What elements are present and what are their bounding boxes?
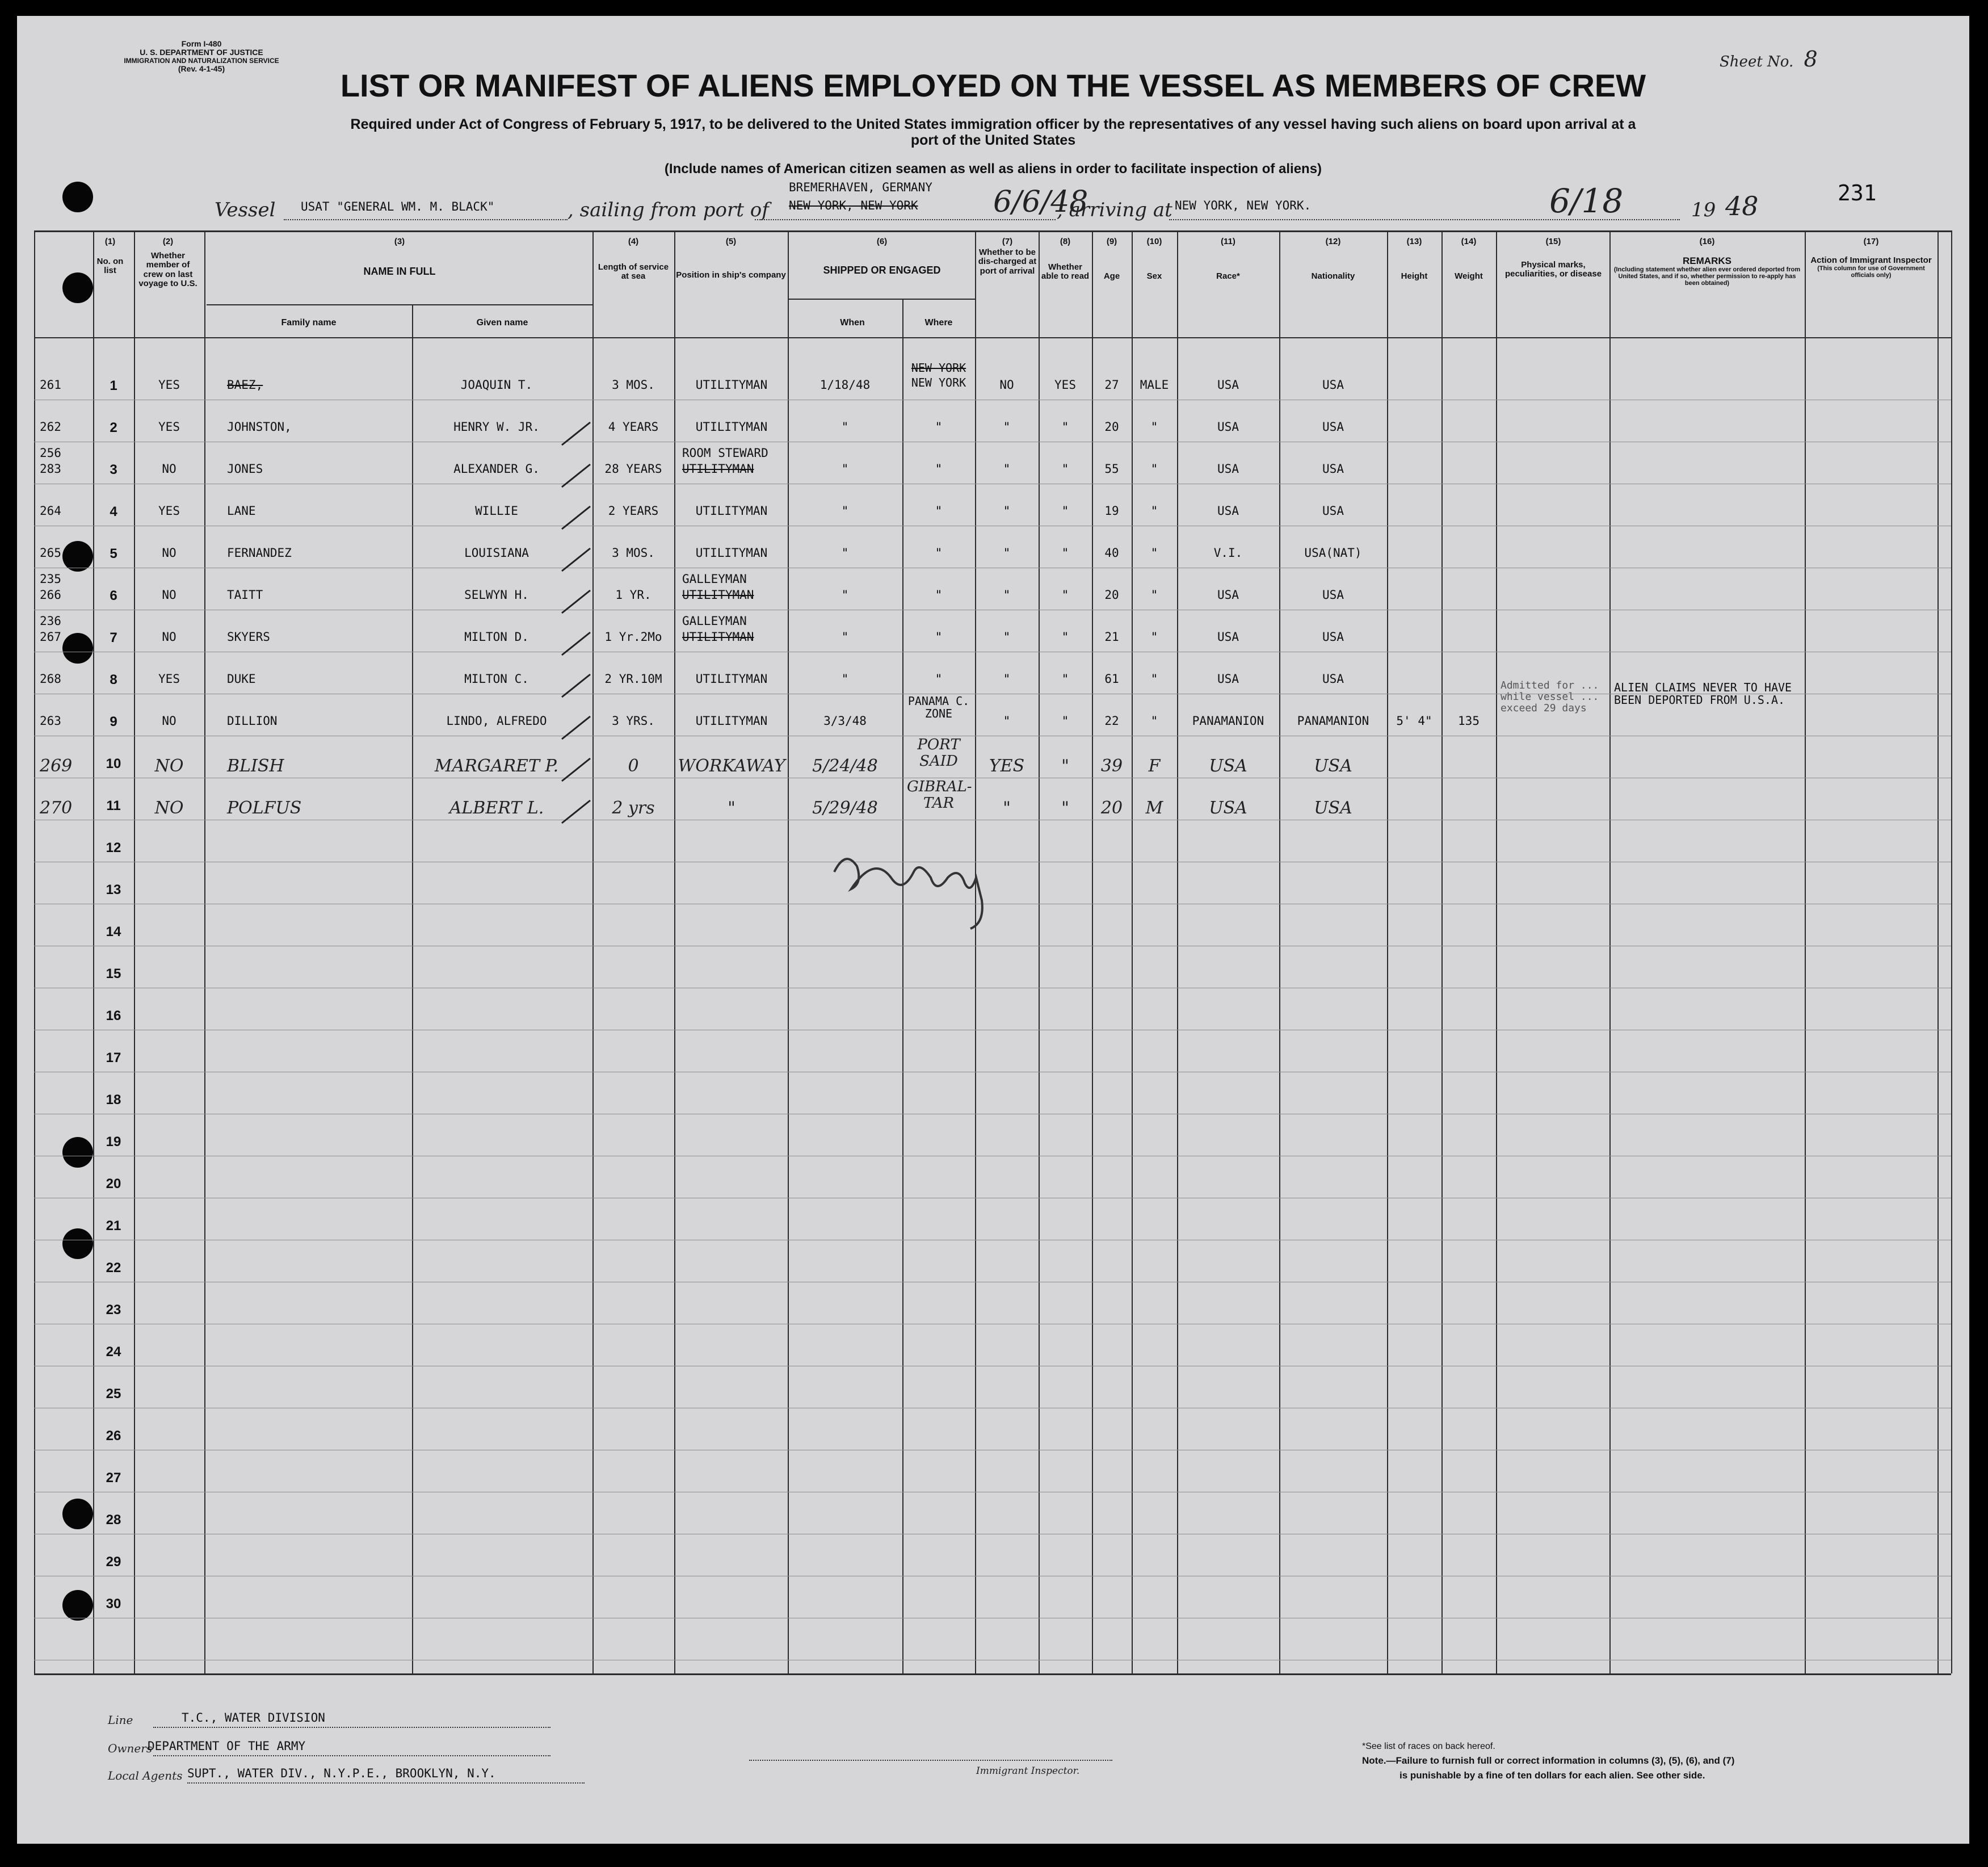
family-name: JONES — [227, 462, 263, 476]
age: 20 — [1104, 588, 1119, 602]
col9-number: (9) — [1106, 237, 1117, 246]
list-number: 9 — [110, 714, 117, 729]
shipped-where: PORT SAID — [917, 736, 960, 770]
position: WORKAWAY — [678, 756, 785, 776]
form-rev: (Rev. 4-1-45) — [178, 64, 225, 73]
list-number: 20 — [106, 1176, 121, 1191]
nationality: USA — [1314, 798, 1352, 818]
sheet-number: 8 — [1804, 47, 1818, 72]
manifest-sheet — [17, 16, 1969, 1844]
sailing-port-struck: NEW YORK, NEW YORK — [789, 199, 918, 212]
vessel-label: Vessel — [215, 199, 276, 221]
discharged-at-port: " — [1003, 504, 1011, 518]
arrival-year-suffix: 48 — [1725, 191, 1759, 221]
position: UTILITYMAN — [695, 420, 768, 434]
shipped-where-struck: NEW YORK — [911, 361, 966, 375]
position-corrected: ROOM STEWARD — [682, 446, 768, 460]
able-to-read: " — [1061, 504, 1069, 518]
col6-number: (6) — [876, 237, 888, 246]
list-number: 15 — [106, 966, 121, 981]
position-corrected: GALLEYMAN — [682, 614, 747, 628]
position-struck: UTILITYMAN — [682, 630, 754, 644]
able-to-read: " — [1061, 588, 1069, 602]
family-name: LANE — [227, 504, 256, 518]
col16-number: (16) — [1699, 237, 1715, 246]
shipped-when: 5/24/48 — [812, 756, 878, 776]
given-name-header: Given name — [476, 318, 528, 328]
col9-label: Age — [1103, 271, 1120, 281]
col17-label: Action of Immigrant Inspector — [1810, 255, 1932, 265]
race: USA — [1209, 798, 1247, 818]
given-name: LINDO, ALFREDO — [446, 714, 547, 728]
given-name: MARGARET P. — [434, 756, 559, 776]
crew-last-voyage: YES — [158, 378, 180, 392]
sheet-label: Sheet No. — [1720, 53, 1794, 70]
margin-entry-number: 265 — [40, 546, 61, 560]
position: " — [728, 798, 735, 818]
physical-marks: Admitted for ... while vessel ... exceed 29 days — [1501, 679, 1599, 714]
margin-entry-number: 266 — [40, 588, 61, 602]
sex: " — [1150, 420, 1158, 434]
crew-last-voyage: NO — [162, 714, 176, 728]
list-number: 28 — [106, 1512, 121, 1528]
col12-label: Nationality — [1311, 271, 1355, 281]
shipped-when: " — [841, 420, 849, 434]
nationality: USA — [1322, 630, 1344, 644]
length-of-service: 1 Yr.2Mo — [604, 630, 662, 644]
list-number: 22 — [106, 1260, 121, 1276]
age: 19 — [1104, 504, 1119, 518]
col3-label: NAME IN FULL — [363, 265, 436, 277]
crew-last-voyage: YES — [158, 420, 180, 434]
service-check-mark — [562, 590, 590, 613]
nationality: PANAMANION — [1297, 714, 1369, 728]
list-number: 11 — [106, 798, 121, 813]
crew-last-voyage: NO — [162, 462, 176, 476]
agents-value: SUPT., WATER DIV., N.Y.P.E., BROOKLYN, N.Y. — [187, 1767, 496, 1780]
given-name: ALEXANDER G. — [453, 462, 540, 476]
crew-last-voyage: NO — [162, 546, 176, 560]
margin-entry-number-corrected: 235 — [40, 572, 61, 586]
family-name: FERNANDEZ — [227, 546, 292, 560]
col5-label: Position in ship's company — [676, 270, 786, 280]
crew-last-voyage: NO — [162, 588, 176, 602]
list-number: 30 — [106, 1596, 121, 1612]
able-to-read: " — [1061, 672, 1069, 686]
age: 39 — [1100, 756, 1123, 776]
list-number: 13 — [106, 882, 121, 897]
col4-label: Length of service at sea — [598, 262, 669, 281]
nationality: USA(NAT) — [1304, 546, 1362, 560]
given-name: JOAQUIN T. — [460, 378, 533, 392]
col11-number: (11) — [1221, 237, 1235, 246]
col2-number: (2) — [162, 237, 174, 246]
race: V.I. — [1213, 546, 1243, 560]
length-of-service: 1 YR. — [615, 588, 652, 602]
arriving-port: NEW YORK, NEW YORK. — [1175, 199, 1312, 212]
col17-number: (17) — [1863, 237, 1879, 246]
list-number: 1 — [110, 378, 117, 393]
shipped-when: " — [841, 462, 849, 476]
shipped-when: " — [841, 588, 849, 602]
discharged-at-port: " — [1003, 672, 1011, 686]
list-number: 14 — [106, 924, 121, 939]
list-number: 29 — [106, 1554, 121, 1570]
sailing-port-new: BREMERHAVEN, GERMANY — [789, 181, 932, 194]
position: UTILITYMAN — [695, 378, 768, 392]
owners-label: Owners — [108, 1742, 153, 1755]
service-check-mark — [562, 632, 590, 655]
service-check-marks — [17, 16, 1969, 1844]
col1-label: No. on list — [96, 256, 124, 275]
nationality: USA — [1322, 588, 1344, 602]
col15-number: (15) — [1545, 237, 1561, 246]
able-to-read: YES — [1054, 378, 1076, 392]
sex: F — [1148, 756, 1161, 776]
col8-number: (8) — [1060, 237, 1071, 246]
length-of-service: 3 YRS. — [612, 714, 655, 728]
shipped-when: 3/3/48 — [823, 714, 867, 728]
margin-entry-number: 268 — [40, 672, 61, 686]
shipped-where: " — [935, 588, 943, 602]
list-number: 27 — [106, 1470, 121, 1486]
able-to-read: " — [1061, 546, 1069, 560]
age: 27 — [1104, 378, 1119, 392]
discharged-at-port: " — [1003, 462, 1011, 476]
sex: " — [1150, 546, 1158, 560]
length-of-service: 2 YR.10M — [604, 672, 662, 686]
race: PANAMANION — [1192, 714, 1264, 728]
page-title: LIST OR MANIFEST OF ALIENS EMPLOYED ON THE VESSEL AS MEMBERS OF CREW — [340, 68, 1646, 103]
col3-number: (3) — [394, 237, 405, 246]
col13-number: (13) — [1406, 237, 1422, 246]
age: 20 — [1104, 420, 1119, 434]
family-name: BLISH — [227, 756, 284, 776]
given-name: LOUISIANA — [464, 546, 529, 560]
family-name: SKYERS — [227, 630, 270, 644]
nationality: USA — [1322, 420, 1344, 434]
col13-label: Height — [1401, 271, 1428, 281]
length-of-service: 3 MOS. — [612, 546, 655, 560]
race: USA — [1217, 630, 1239, 644]
given-name: HENRY W. JR. — [453, 420, 540, 434]
agents-underline — [187, 1782, 585, 1784]
position: UTILITYMAN — [695, 504, 768, 518]
agents-label: Local Agents — [108, 1769, 183, 1782]
shipped-where: PANAMA C. ZONE — [907, 694, 970, 720]
sex: " — [1150, 504, 1158, 518]
length-of-service: 28 YEARS — [604, 462, 662, 476]
shipped-when-header: When — [840, 318, 865, 328]
margin-entry-number: 283 — [40, 462, 61, 476]
line-value: T.C., WATER DIVISION — [182, 1711, 325, 1725]
age: 40 — [1104, 546, 1119, 560]
shipped-where-header: Where — [924, 318, 953, 328]
service-check-mark — [562, 464, 590, 487]
nationality: USA — [1322, 378, 1344, 392]
race: USA — [1217, 588, 1239, 602]
discharged-at-port: " — [1003, 714, 1011, 728]
margin-entry-number: 267 — [40, 630, 61, 644]
shipped-when: " — [841, 546, 849, 560]
shipped-where: " — [935, 504, 943, 518]
nationality: USA — [1314, 756, 1352, 776]
col10-label: Sex — [1146, 271, 1162, 281]
given-name: MILTON D. — [464, 630, 529, 644]
discharged-at-port: " — [1003, 546, 1011, 560]
list-number: 17 — [106, 1050, 121, 1065]
family-name: POLFUS — [227, 798, 302, 818]
length-of-service: 0 — [628, 756, 639, 776]
list-number: 3 — [110, 462, 117, 477]
age: 61 — [1104, 672, 1119, 686]
margin-entry-number-corrected: 256 — [40, 446, 61, 460]
race: USA — [1217, 420, 1239, 434]
shipped-where: " — [935, 420, 943, 434]
arrival-year-prefix: 19 — [1691, 199, 1716, 221]
list-number: 26 — [106, 1428, 121, 1444]
list-number: 7 — [110, 630, 117, 645]
discharged-at-port: " — [1003, 420, 1011, 434]
crew-last-voyage: YES — [158, 672, 180, 686]
col7-number: (7) — [1002, 237, 1013, 246]
vessel-name: USAT "GENERAL WM. M. BLACK" — [301, 200, 495, 213]
races-note: *See list of races on back hereof. — [1362, 1742, 1495, 1751]
discharged-at-port: NO — [999, 378, 1014, 392]
col7-label: Whether to be dis-charged at port of arrival — [978, 247, 1037, 276]
crew-last-voyage: NO — [162, 630, 176, 644]
col6-label: SHIPPED OR ENGAGED — [823, 264, 941, 276]
remarks: ALIEN CLAIMS NEVER TO HAVE BEEN DEPORTED FROM U.S.A. — [1614, 681, 1792, 707]
col10-number: (10) — [1146, 237, 1162, 246]
form-service: IMMIGRATION AND NATURALIZATION SERVICE — [124, 56, 279, 65]
service-check-mark — [562, 422, 590, 445]
length-of-service: 3 MOS. — [612, 378, 655, 392]
position-struck: UTILITYMAN — [682, 462, 754, 476]
family-name: BAEZ, — [227, 378, 263, 392]
given-name: MILTON C. — [464, 672, 529, 686]
list-number: 10 — [106, 756, 121, 771]
arriving-label: , arriving at — [1057, 199, 1172, 221]
crew-last-voyage: YES — [158, 504, 180, 518]
page-number: 231 — [1838, 181, 1877, 205]
service-check-mark — [562, 758, 590, 781]
col17-note: (This column for use of Government officials only) — [1817, 265, 1925, 279]
shipped-when: " — [841, 672, 849, 686]
discharged-at-port: " — [1003, 588, 1011, 602]
shipped-where: GIBRAL-TAR — [907, 778, 972, 812]
family-name-header: Family name — [281, 318, 337, 328]
given-name: ALBERT L. — [449, 798, 544, 818]
col1-number: (1) — [104, 237, 116, 246]
list-number: 24 — [106, 1344, 121, 1360]
service-check-mark — [562, 506, 590, 529]
family-name: DILLION — [227, 714, 278, 728]
able-to-read: " — [1061, 756, 1069, 776]
given-name: SELWYN H. — [464, 588, 529, 602]
position: UTILITYMAN — [695, 714, 768, 728]
form-dept: U. S. DEPARTMENT OF JUSTICE — [140, 48, 263, 57]
col16-label: REMARKS — [1683, 255, 1731, 266]
col5-number: (5) — [725, 237, 737, 246]
list-number: 21 — [106, 1218, 121, 1234]
able-to-read: " — [1061, 630, 1069, 644]
signature-scrawl — [834, 859, 982, 929]
sailing-label: , sailing from port of — [568, 199, 769, 221]
position: UTILITYMAN — [695, 546, 768, 560]
line-underline — [153, 1727, 550, 1728]
list-number: 12 — [106, 840, 121, 855]
age: 55 — [1104, 462, 1119, 476]
position: UTILITYMAN — [695, 672, 768, 686]
inspector-signature-line — [749, 1760, 1112, 1761]
position-struck: UTILITYMAN — [682, 588, 754, 602]
race: USA — [1217, 672, 1239, 686]
crew-last-voyage: NO — [154, 798, 184, 818]
col4-number: (4) — [628, 237, 639, 246]
race: USA — [1217, 378, 1239, 392]
list-number: 19 — [106, 1134, 121, 1149]
fine-note-1: Note.—Failure to furnish full or correct information in columns (3), (5), (6), and (7) — [1362, 1755, 1735, 1766]
shipped-where: " — [935, 630, 943, 644]
length-of-service: 2 YEARS — [608, 504, 659, 518]
age: 20 — [1100, 798, 1123, 818]
col16-note: (Including statement whether alien ever ordered deported from United States, and if so, whether permission to re-apply has been obtained) — [1613, 266, 1801, 287]
arrival-date: 6/18 — [1549, 182, 1624, 220]
able-to-read: " — [1061, 420, 1069, 434]
sex: " — [1150, 672, 1158, 686]
margin-entry-number-corrected: 236 — [40, 614, 61, 628]
weight: 135 — [1458, 714, 1480, 728]
margin-entry-number: 261 — [40, 378, 61, 392]
list-number: 5 — [110, 546, 117, 561]
margin-entry-number: 262 — [40, 420, 61, 434]
margin-entry-number: 270 — [40, 798, 73, 818]
shipped-where: " — [935, 546, 943, 560]
list-number: 16 — [106, 1008, 121, 1023]
race: USA — [1217, 504, 1239, 518]
col14-number: (14) — [1461, 237, 1477, 246]
sex: " — [1150, 630, 1158, 644]
margin-entry-number: 264 — [40, 504, 61, 518]
sex: M — [1145, 798, 1163, 818]
service-check-mark — [562, 548, 590, 571]
sailing-date: 6/6/48 — [993, 185, 1088, 219]
sex: " — [1150, 462, 1158, 476]
col11-label: Race* — [1216, 271, 1240, 281]
subtitle-line1: Required under Act of Congress of February 5, 1917, to be delivered to the United States immigration officer by the representatives of any vessel having such aliens on board upon arrival at a — [350, 116, 1636, 132]
nationality: USA — [1322, 672, 1344, 686]
crew-last-voyage: NO — [154, 756, 184, 776]
shipped-when: 1/18/48 — [819, 378, 871, 392]
list-number: 18 — [106, 1092, 121, 1107]
list-number: 25 — [106, 1386, 121, 1402]
col12-number: (12) — [1325, 237, 1341, 246]
col2-label: Whether member of crew on last voyage to U.S. — [138, 250, 197, 288]
age: 22 — [1104, 714, 1119, 728]
service-check-mark — [562, 800, 590, 823]
margin-entry-number: 263 — [40, 714, 61, 728]
given-name: WILLIE — [475, 504, 518, 518]
sex: " — [1150, 588, 1158, 602]
age: 21 — [1104, 630, 1119, 644]
service-check-mark — [562, 674, 590, 697]
family-name: JOHNSTON, — [227, 420, 292, 434]
length-of-service: 4 YEARS — [608, 420, 659, 434]
owners-underline — [153, 1755, 550, 1756]
discharged-at-port: YES — [989, 756, 1025, 776]
family-name: TAITT — [227, 588, 263, 602]
margin-entry-number: 269 — [40, 756, 73, 776]
col14-label: Weight — [1455, 271, 1483, 281]
shipped-where: " — [935, 672, 943, 686]
position-corrected: GALLEYMAN — [682, 572, 747, 586]
discharged-at-port: " — [1003, 798, 1011, 818]
shipped-where: " — [935, 462, 943, 476]
able-to-read: " — [1061, 462, 1069, 476]
list-number: 6 — [110, 588, 117, 603]
col15-label: Physical marks, peculiarities, or disease — [1504, 259, 1602, 279]
length-of-service: 2 yrs — [612, 798, 655, 818]
shipped-when: " — [841, 504, 849, 518]
able-to-read: " — [1061, 714, 1069, 728]
line-label: Line — [108, 1713, 133, 1727]
form-number: Form I-480 — [181, 39, 222, 48]
subtitle-line2: port of the United States — [910, 132, 1076, 148]
subtitle-include: (Include names of American citizen seamen as well as aliens in order to facilitate inspection of aliens) — [664, 161, 1322, 177]
nationality: USA — [1322, 462, 1344, 476]
list-number: 23 — [106, 1302, 121, 1318]
height: 5' 4" — [1396, 714, 1432, 728]
shipped-where: NEW YORK — [911, 376, 966, 389]
race: USA — [1217, 462, 1239, 476]
discharged-at-port: " — [1003, 630, 1011, 644]
shipped-when: 5/29/48 — [812, 798, 878, 818]
shipped-when: " — [841, 630, 849, 644]
race: USA — [1209, 756, 1247, 776]
list-number: 2 — [110, 420, 117, 435]
able-to-read: " — [1061, 798, 1069, 818]
service-check-mark — [562, 716, 590, 739]
sex: " — [1150, 714, 1158, 728]
list-number: 8 — [110, 672, 117, 687]
fine-note-2: is punishable by a fine of ten dollars for each alien. See other side. — [1399, 1770, 1705, 1781]
family-name: DUKE — [227, 672, 256, 686]
nationality: USA — [1322, 504, 1344, 518]
col8-label: Whether able to read — [1041, 262, 1090, 281]
list-number: 4 — [110, 504, 117, 519]
sex: MALE — [1140, 378, 1169, 392]
inspector-label: Immigrant Inspector. — [976, 1765, 1080, 1777]
owners-value: DEPARTMENT OF THE ARMY — [148, 1739, 306, 1753]
